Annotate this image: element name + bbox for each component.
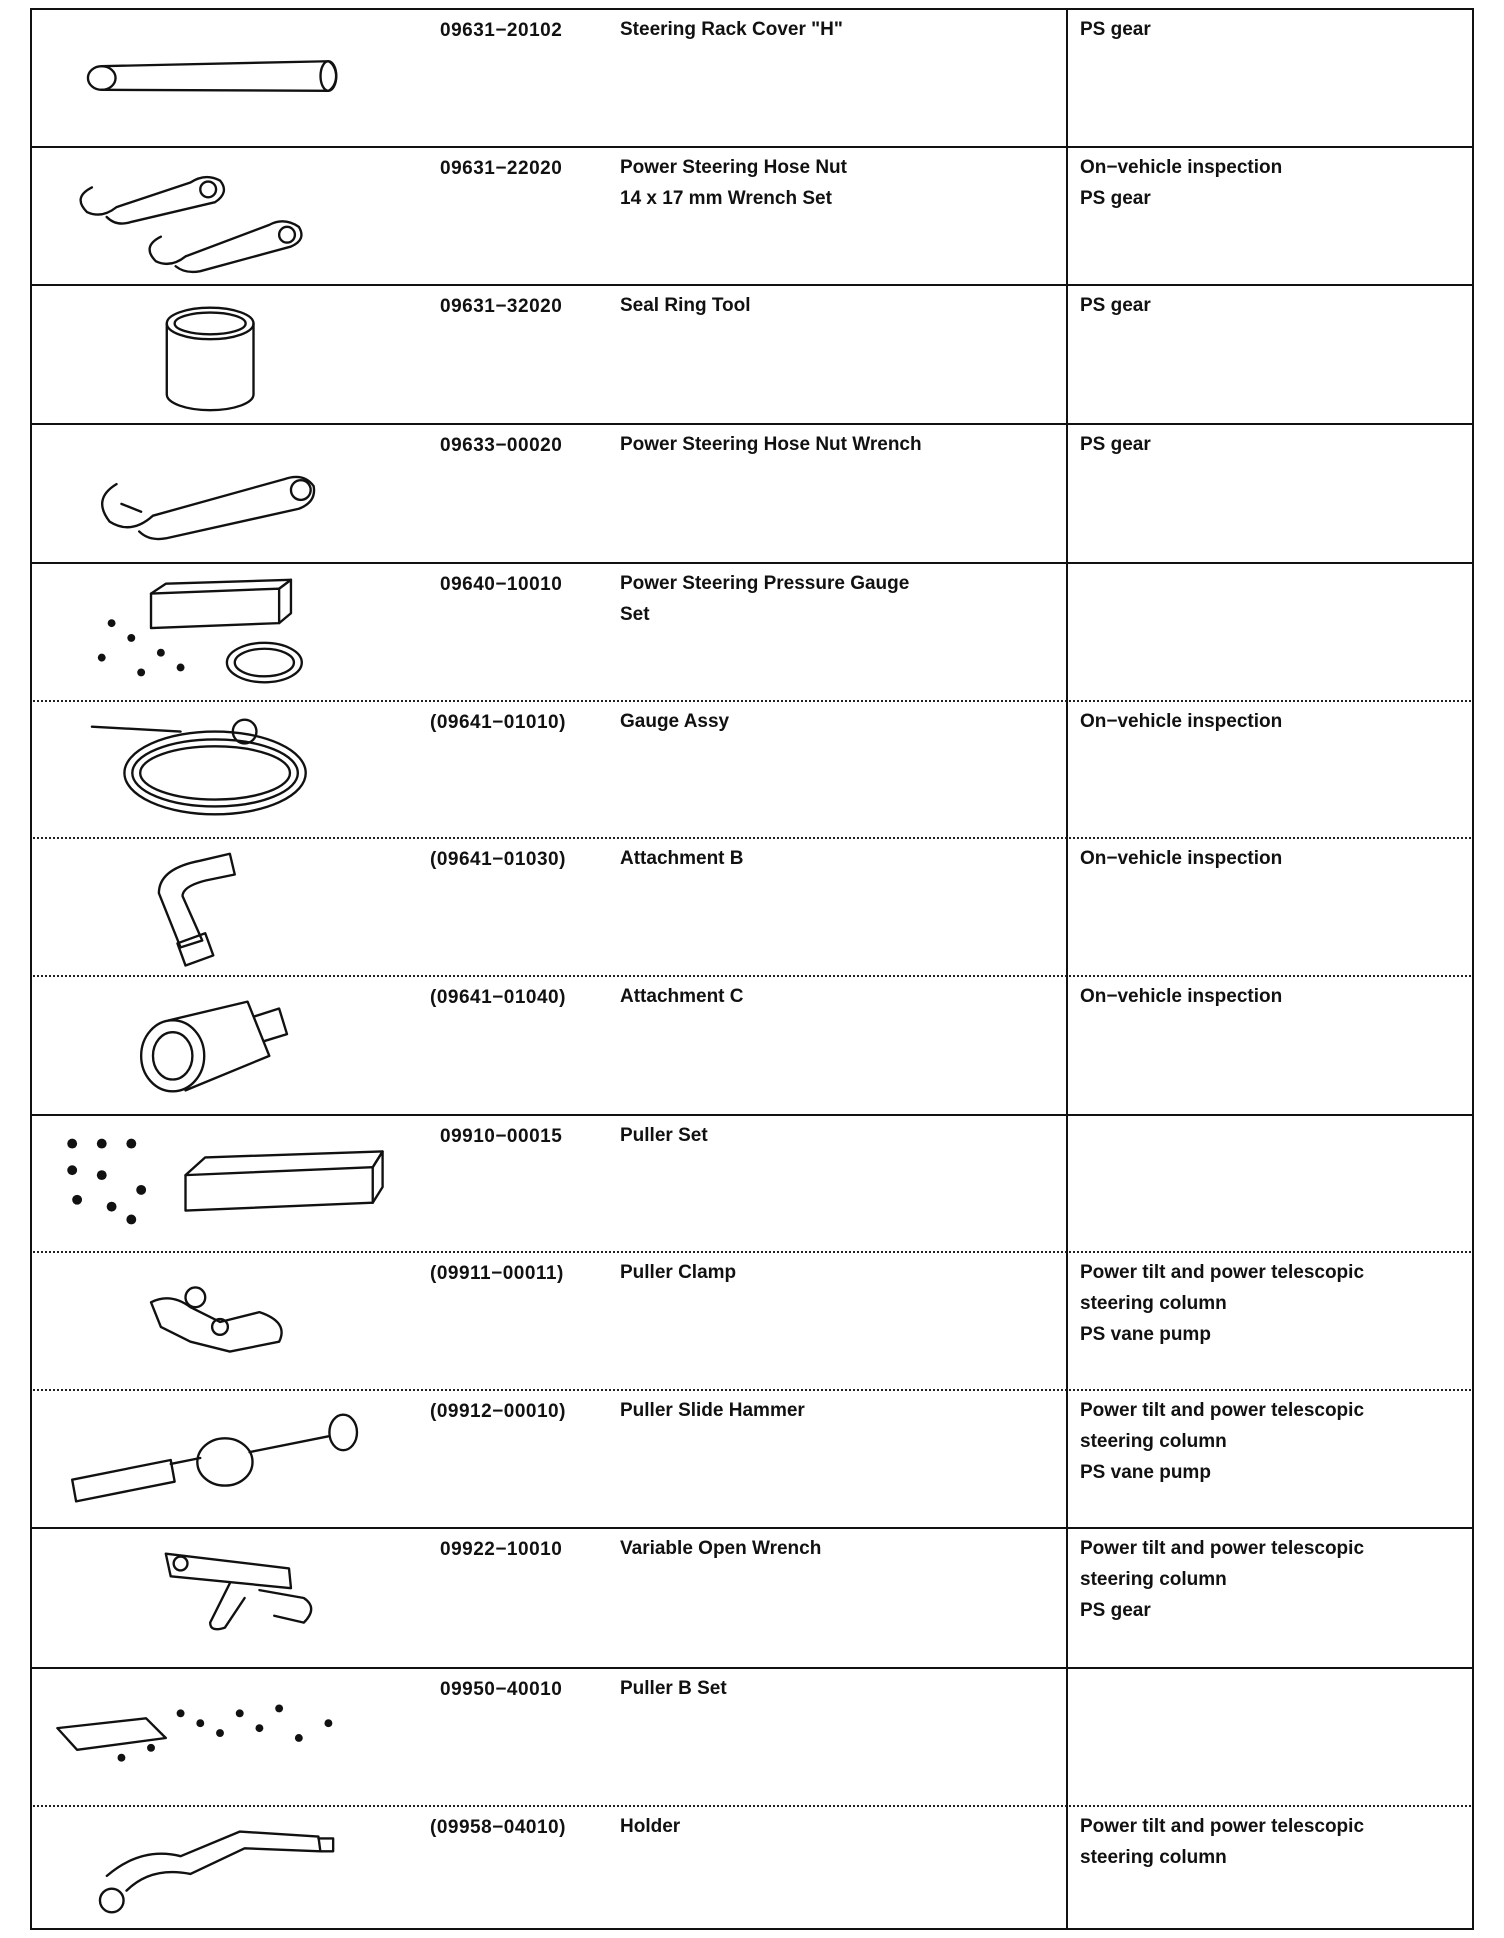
tool-name: Puller B Set (620, 1678, 727, 1699)
tool-use: On−vehicle inspection PS gear (1080, 157, 1283, 209)
table-row (30, 1114, 1474, 1251)
table-row (30, 1527, 1474, 1667)
gauge-assy-illustration (30, 702, 410, 837)
table-row (30, 975, 1474, 1114)
table-row (30, 1251, 1474, 1389)
tool-name: Power Steering Hose Nut Wrench (620, 434, 922, 455)
part-number: 09910−00015 (440, 1126, 563, 1147)
pressure-gauge-set-illustration (30, 564, 410, 700)
tool-name: Puller Clamp (620, 1262, 737, 1283)
tool-name: Gauge Assy (620, 711, 730, 732)
table-row (30, 423, 1474, 562)
attachment-c-illustration (30, 977, 410, 1114)
tool-use: On−vehicle inspection (1080, 986, 1283, 1007)
part-number: (09641−01040) (430, 987, 566, 1008)
part-number: 09950−40010 (440, 1679, 563, 1700)
table-row (30, 700, 1474, 837)
table-row (30, 1805, 1474, 1930)
part-number: (09911−00011) (430, 1263, 564, 1284)
part-number: (09641−01010) (430, 712, 566, 733)
table-row (30, 284, 1474, 423)
tool-name: Puller Slide Hammer (620, 1400, 805, 1421)
table-row (30, 8, 1474, 146)
table-row (30, 562, 1474, 700)
tool-use: PS gear (1080, 19, 1151, 40)
table-row (30, 1667, 1474, 1805)
tool-use: Power tilt and power telescopic steering column (1080, 1816, 1365, 1868)
tool-name: Holder (620, 1816, 681, 1837)
holder-illustration (30, 1807, 410, 1930)
table-row (30, 146, 1474, 284)
hose-nut-wrench-set-illustration (30, 148, 410, 284)
tool-name: Power Steering Pressure Gauge Set (620, 573, 910, 625)
tool-name: Variable Open Wrench (620, 1538, 822, 1559)
hose-nut-wrench-illustration (30, 425, 410, 562)
table-row (30, 1389, 1474, 1527)
puller-b-set-illustration (30, 1669, 410, 1805)
tool-name: Puller Set (620, 1125, 708, 1146)
part-number: 09922−10010 (440, 1539, 563, 1560)
tool-use: Power tilt and power telescopic steering column PS vane pump (1080, 1400, 1365, 1483)
special-service-tools-table (30, 8, 1474, 1930)
part-number: (09958−04010) (430, 1817, 566, 1838)
tool-name: Attachment C (620, 986, 744, 1007)
slide-hammer-illustration (30, 1391, 410, 1527)
part-number: 09631−20102 (440, 20, 563, 41)
part-number: (09641−01030) (430, 849, 566, 870)
attachment-b-illustration (30, 839, 410, 975)
column-divider (1066, 8, 1068, 1930)
tool-use: Power tilt and power telescopic steering column PS vane pump (1080, 1262, 1365, 1345)
tool-use: PS gear (1080, 295, 1151, 316)
tool-use: On−vehicle inspection (1080, 848, 1283, 869)
tool-use: On−vehicle inspection (1080, 711, 1283, 732)
tool-use: PS gear (1080, 434, 1151, 455)
variable-open-wrench-illustration (30, 1529, 410, 1667)
puller-set-illustration (30, 1116, 410, 1251)
puller-clamp-illustration (30, 1253, 410, 1389)
part-number: 09631−32020 (440, 296, 563, 317)
part-number: 09633−00020 (440, 435, 563, 456)
part-number: 09631−22020 (440, 158, 563, 179)
tool-name: Attachment B (620, 848, 744, 869)
seal-ring-tool-illustration (30, 286, 410, 423)
tool-name: Seal Ring Tool (620, 295, 751, 316)
tool-name: Power Steering Hose Nut 14 x 17 mm Wrench Set (620, 157, 847, 209)
table-row (30, 837, 1474, 975)
steering-rack-cover-illustration (30, 10, 410, 146)
part-number: 09640−10010 (440, 574, 563, 595)
part-number: (09912−00010) (430, 1401, 566, 1422)
tool-use: Power tilt and power telescopic steering column PS gear (1080, 1538, 1365, 1621)
tool-name: Steering Rack Cover "H" (620, 19, 843, 40)
